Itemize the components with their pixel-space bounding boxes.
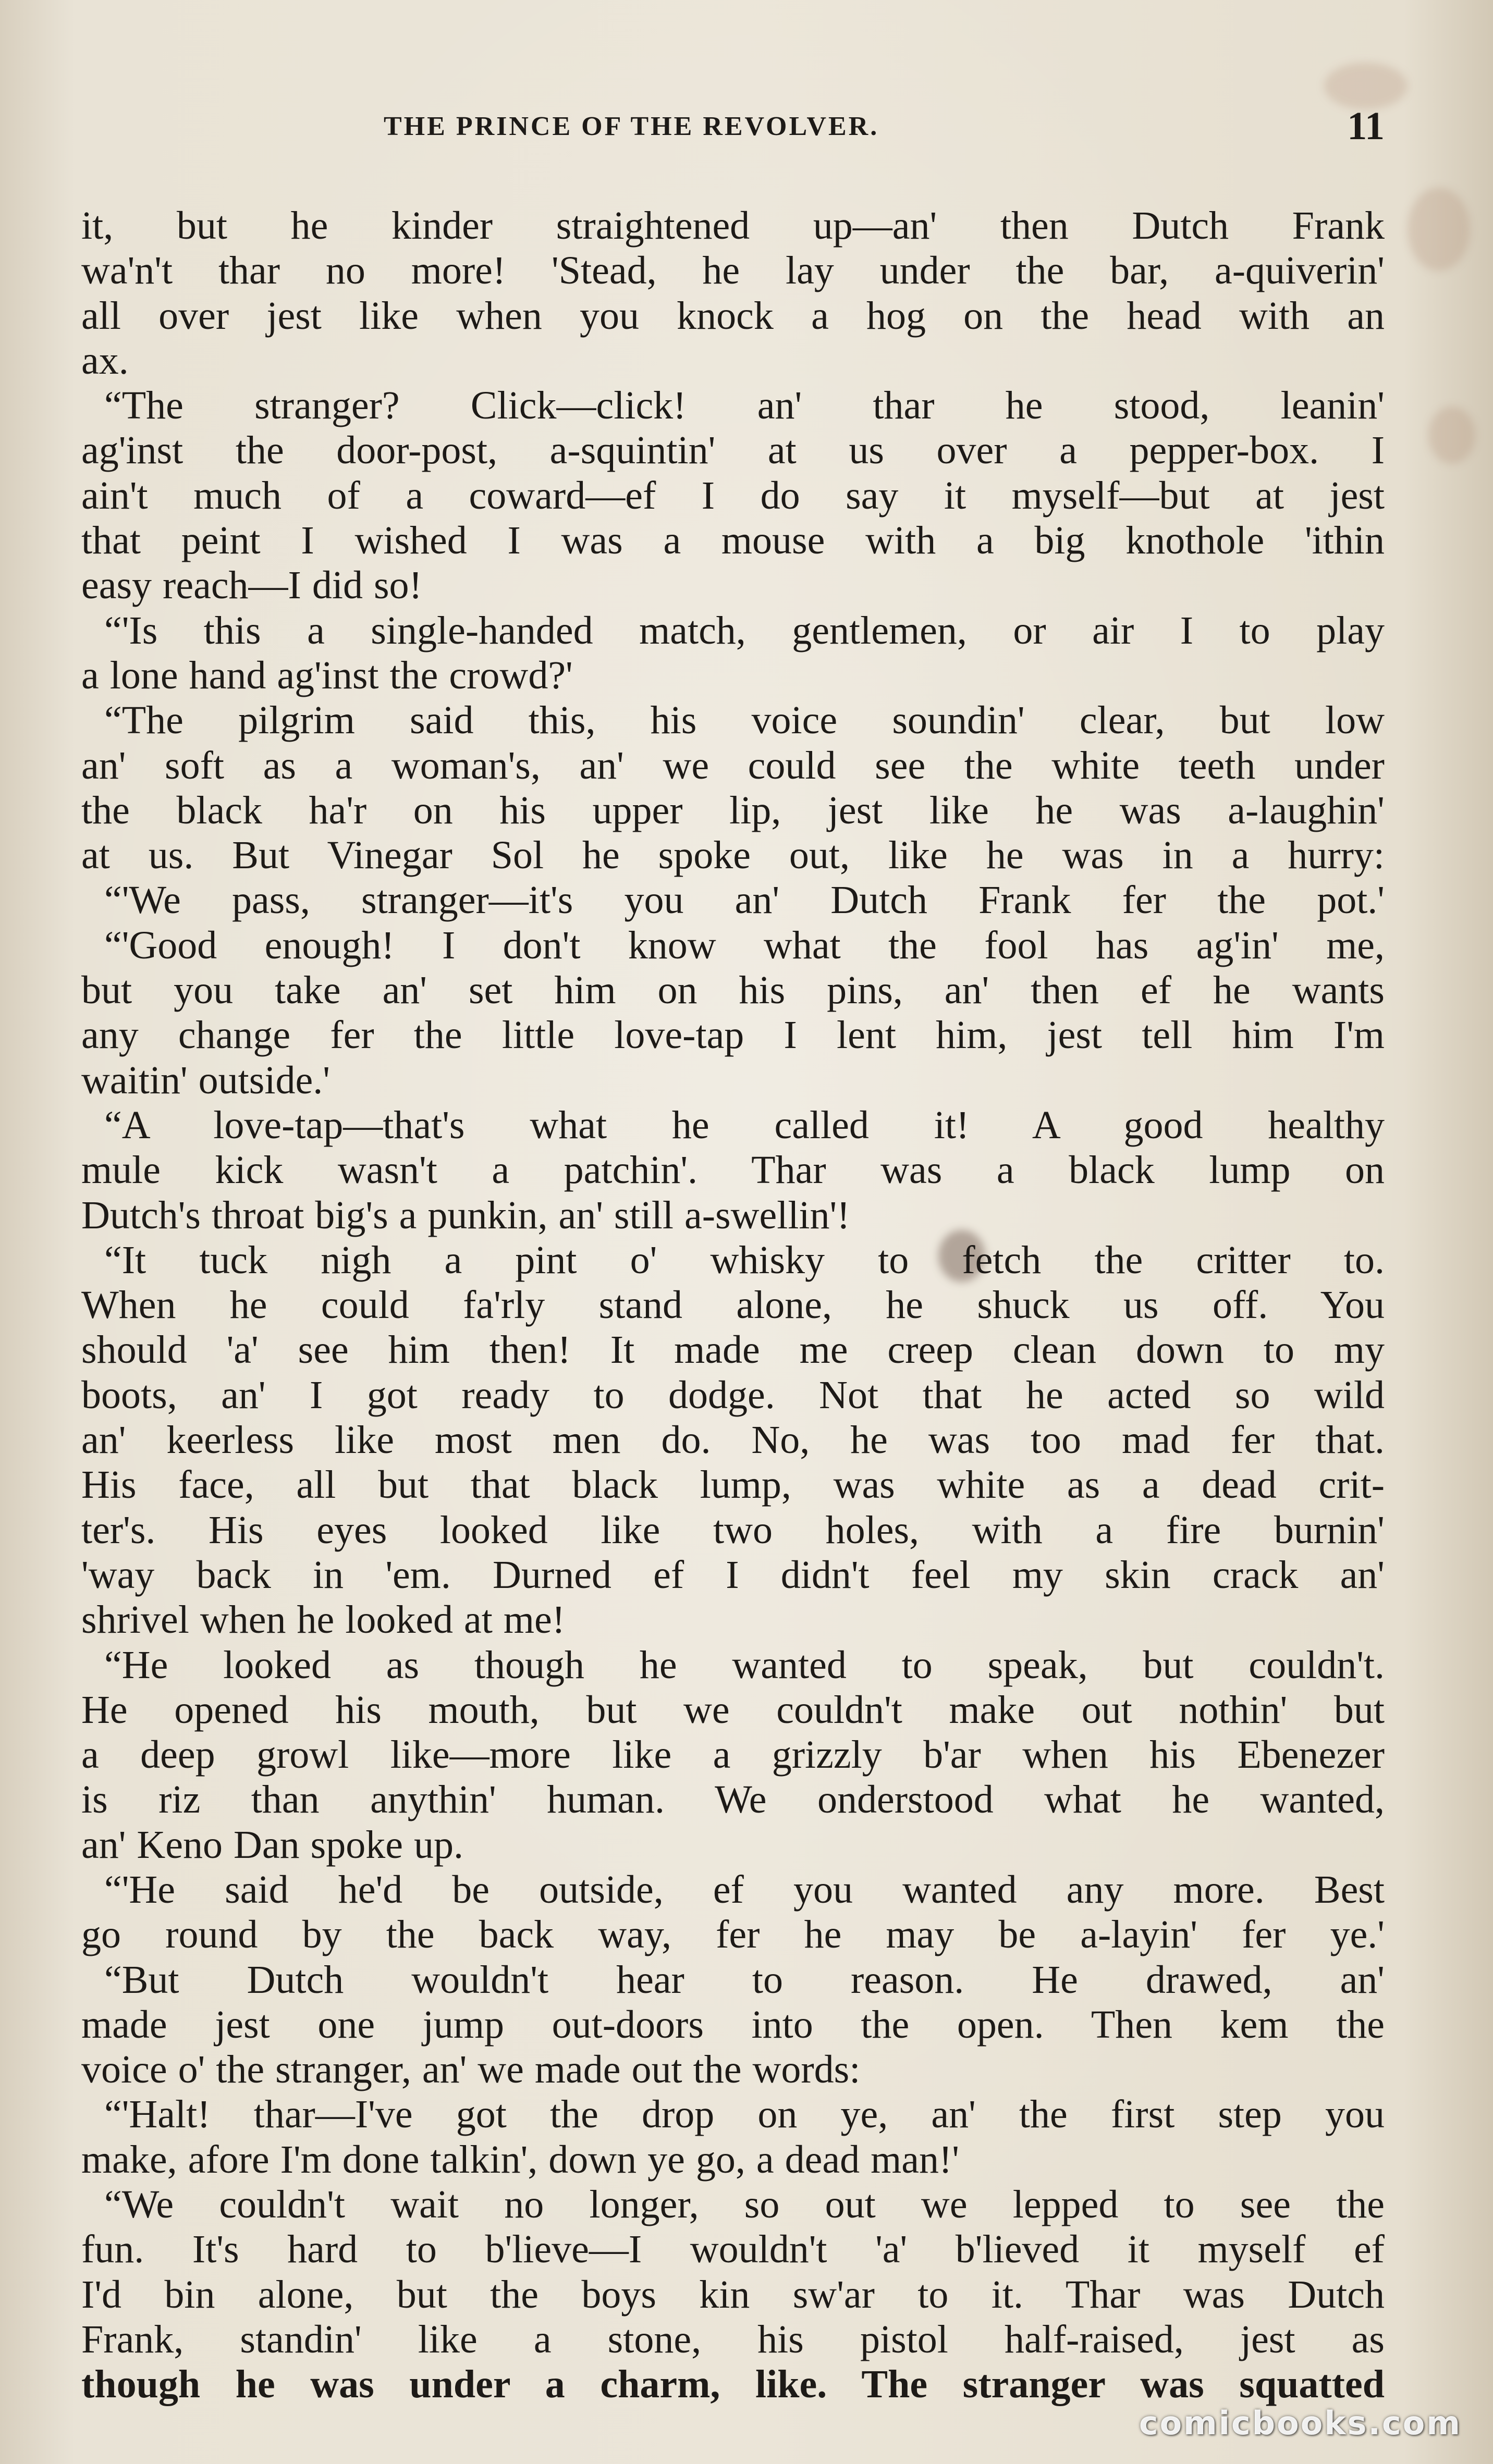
text-line: “'Good enough! I don't know what the fool has ag'in' me, [104, 923, 1385, 967]
text-line: “'Halt! thar—I've got the drop on ye, an' the first step you [104, 2092, 1385, 2137]
text-line: I'd bin alone, but the boys kin sw'ar to it. Thar was Dutch [81, 2272, 1385, 2317]
text-line: a deep growl like—more like a grizzly b'ar when his Ebenezer [81, 1733, 1385, 1777]
text-line: that peint I wished I was a mouse with a big knothole 'ithin [81, 519, 1385, 563]
running-header [81, 104, 1385, 148]
text-line: a lone hand ag'inst the crowd?' [81, 653, 573, 697]
text-line: is riz than anythin' human. We onderstood what he wanted, [81, 1778, 1385, 1822]
page-stain [1324, 63, 1408, 109]
page-stain [1408, 188, 1470, 271]
text-line: mule kick wasn't a patchin'. Thar was a black lump on [81, 1148, 1385, 1192]
text-line: voice o' the stranger, an' we made out the words: [81, 2048, 861, 2092]
text-line: “But Dutch wouldn't hear to reason. He drawed, an' [104, 1957, 1385, 2002]
page-number: 11 [1347, 104, 1385, 148]
text-line: Dutch's throat big's a punkin, an' still a-swellin'! [81, 1193, 850, 1237]
text-line: “We couldn't wait no longer, so out we lepped to see the [104, 2183, 1385, 2227]
text-line: “'He said he'd be outside, ef you wanted any more. Best [104, 1867, 1385, 1912]
text-line: ain't much of a coward—ef I do say it myself—but at jest [81, 473, 1385, 518]
text-line: easy reach—I did so! [81, 563, 422, 608]
text-line: should 'a' see him then! It made me creep clean down to my [81, 1328, 1385, 1372]
text-line: all over jest like when you knock a hog on the head with an [81, 293, 1385, 338]
text-line: it, but he kinder straightened up—an' then Dutch Frank [81, 204, 1385, 248]
text-line: He opened his mouth, but we couldn't make out nothin' but [81, 1687, 1385, 1732]
body-text [81, 203, 1385, 2407]
text-line: 'way back in 'em. Durned ef I didn't feel my skin crack an' [81, 1553, 1385, 1597]
text-line: an' keerless like most men do. No, he was too mad fer that. [81, 1418, 1385, 1462]
text-line: ter's. His eyes looked like two holes, with a fire burnin' [81, 1508, 1385, 1552]
text-line: “'We pass, stranger—it's you an' Dutch Frank fer the pot.' [104, 878, 1385, 922]
text-line: the black ha'r on his upper lip, jest like he was a-laughin' [81, 788, 1385, 832]
text-line: though he was under a charm, like. The stranger was squatted [81, 2362, 1385, 2407]
text-line: an' Keno Dan spoke up. [81, 1822, 463, 1867]
text-line: fun. It's hard to b'lieve—I wouldn't 'a' b'lieved it myself ef [81, 2227, 1385, 2272]
text-line: “A love-tap—that's what he called it! A good healthy [104, 1103, 1385, 1147]
text-line: ag'inst the door-post, a-squintin' at us over a pepper-box. I [81, 428, 1385, 473]
text-line: shrivel when he looked at me! [81, 1598, 566, 1642]
text-line: wa'n't thar no more! 'Stead, he lay under the bar, a-quiverin' [81, 249, 1385, 293]
text-line: His face, all but that black lump, was white as a dead crit- [81, 1463, 1385, 1507]
text-line: but you take an' set him on his pins, an' then ef he wants [81, 968, 1385, 1013]
text-line: at us. But Vinegar Sol he spoke out, like he was in a hurry: [81, 833, 1385, 878]
page-stain [1428, 406, 1475, 464]
text-line: When he could fa'rly stand alone, he shuck us off. You [81, 1283, 1385, 1327]
text-line: “The pilgrim said this, his voice soundin' clear, but low [104, 698, 1385, 743]
text-line: “The stranger? Click—click! an' thar he stood, leanin' [104, 384, 1385, 428]
text-line: “It tuck nigh a pint o' whisky to fetch the critter to. [104, 1238, 1385, 1282]
text-line: boots, an' I got ready to dodge. Not that he acted so wild [81, 1373, 1385, 1417]
text-line: any change fer the little love-tap I lent him, jest tell him I'm [81, 1013, 1385, 1057]
text-line: go round by the back way, fer he may be a-layin' fer ye.' [81, 1913, 1385, 1957]
text-line: Frank, standin' like a stone, his pistol half-raised, jest as [81, 2317, 1385, 2361]
running-title: THE PRINCE OF THE REVOLVER. [384, 112, 879, 141]
text-line: “'Is this a single-handed match, gentlemen, or air I to play [104, 608, 1385, 652]
watermark: comicbooks.com [1139, 2404, 1462, 2442]
text-line: waitin' outside.' [81, 1058, 330, 1102]
text-line: made jest one jump out-doors into the open. Then kem the [81, 2002, 1385, 2047]
text-line: ax. [81, 338, 129, 383]
text-line: make, afore I'm done talkin', down ye go, a dead man!' [81, 2137, 959, 2182]
text-line: an' soft as a woman's, an' we could see the white teeth under [81, 743, 1385, 787]
text-line: “He looked as though he wanted to speak, but couldn't. [104, 1643, 1385, 1687]
